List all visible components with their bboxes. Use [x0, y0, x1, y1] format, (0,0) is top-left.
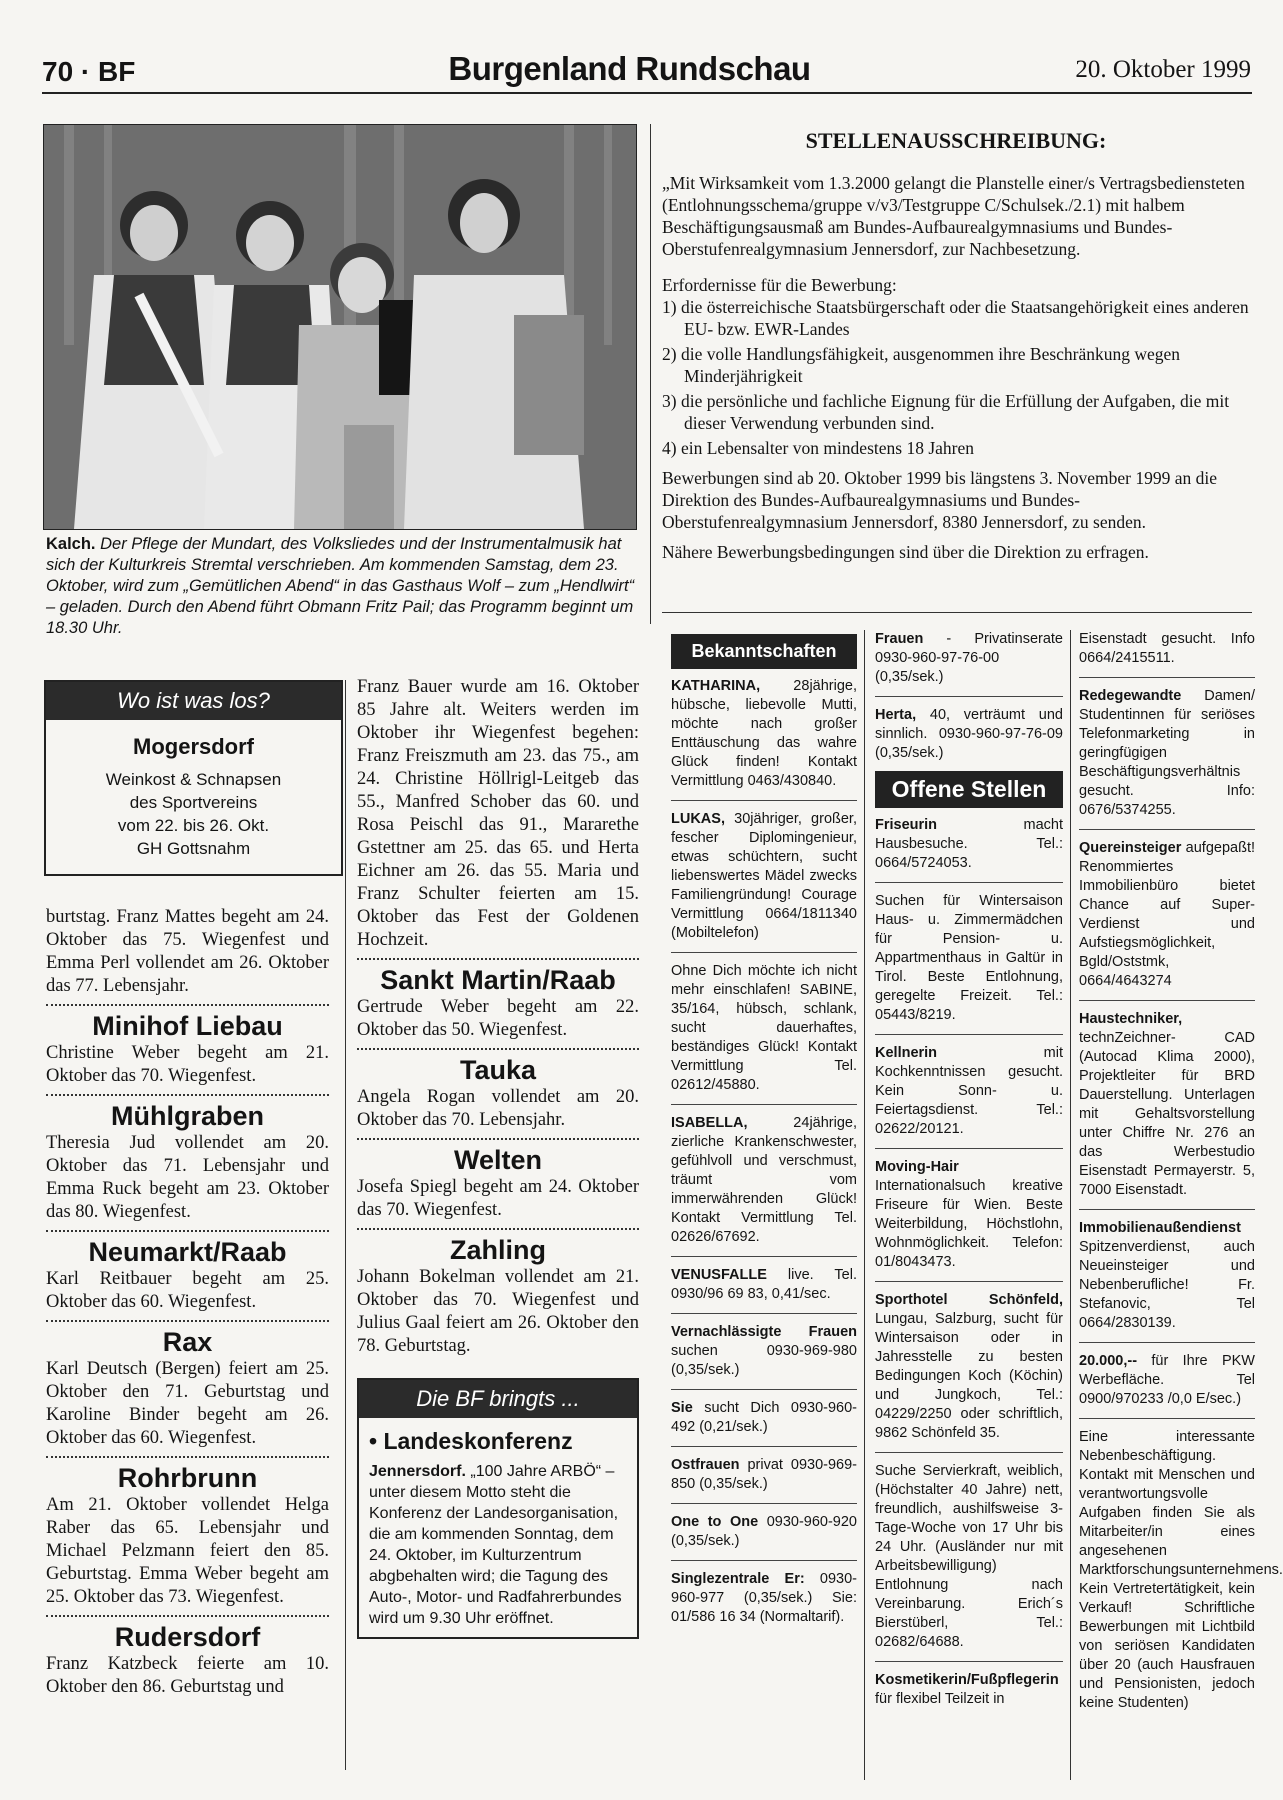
dotted-separator — [46, 1615, 329, 1617]
dotted-separator — [46, 1230, 329, 1232]
place-text: Angela Rogan vollendet am 20. Oktober das 70. Lebensjahr. — [357, 1087, 639, 1130]
classified-ad: Frauen - Privatinserate 0930-960-97-76-00 (0,35/sek.) — [875, 631, 1063, 685]
classified-ad: Singlezentrale Er: 0930-960-977 (0,35/sek.) Sie: 01/586 16 34 (Normaltarif). — [671, 1571, 857, 1625]
page-number: 70 · BF — [42, 56, 136, 87]
classified-ad: Haustechniker, technZeichner- CAD (Autocad Klima 2000), Projektleiter für BRD Dauerstellung. Unterlagen mit Gehaltsvorstellung unter Chiffre Nr. 276 an das Werbestudio Eisenstadt Permayerstr. 5, 7000 Eisenstadt. — [1079, 1011, 1255, 1198]
classified-ad: Eine interessante Nebenbeschäftigung. Kontakt mit Menschen und verantwortungsvolle Aufgaben finden Sie als Mitarbeiter/in eines angesehenen Marktforschungsunternehmens. Kein Vertretertätigkeit, kein Verkauf! Schriftliche Bewerbungen mit Lichtbild von seriösen Kandidaten über 20 (auch Hausfrauen und Pensionisten, jedoch keine Studenten) — [1079, 1429, 1283, 1711]
classified-ad: Immobilienaußendienst Spitzenverdienst, auch Neueinsteiger und Nebenberufliche! Fr. Stefanovic, Tel 0664/2830139. — [1079, 1220, 1255, 1331]
column-rule — [864, 630, 865, 1780]
classified-ad: LUKAS, 30jähriger, großer, fescher Diplomingenieur, etwas schüchtern, sucht liebenswertes Mädel zwecks Familiengründung! Courage Vermittlung 0664/1811340 (Mobiltelefon) — [671, 811, 857, 941]
classified-ad: KATHARINA, 28jährige, hübsche, liebevolle Mutti, möchte nach großer Enttäuschung das wahre Glück finden! Kontakt Vermittlung 0463/430840. — [671, 678, 857, 789]
events-box-title: Wo ist was los? — [46, 682, 341, 720]
birthday-column-1 — [46, 906, 329, 1699]
events-line: vom 22. bis 26. Okt. — [117, 816, 270, 835]
events-box — [44, 680, 343, 876]
events-line: des Sportvereins — [129, 793, 258, 812]
stelle-req: 1) die österreichische Staatsbürgerschaft oder die Staatsangehörigkeit eines anderen EU- bzw. EWR-Landes — [662, 297, 1249, 339]
classified-ad: Quereinsteiger aufgepaßt! Renommiertes Immobilienbüro bietet Chance auf Super-Verdienst und Aufstiegsmöglichkeit, Bgld/Oststmk, 0664/4643274 — [1079, 840, 1255, 989]
stelle-title: STELLENAUSSCHREIBUNG: — [805, 128, 1107, 153]
classified-ad: Eisenstadt gesucht. Info 0664/2415511. — [1079, 631, 1255, 666]
classified-ad: Ostfrauen privat 0930-969-850 (0,35/sek.) — [671, 1457, 857, 1492]
caption-text: Der Pflege der Mundart, des Volksliedes und der Instrumentalmusik hat sich der Kulturkreis Stremtal verschrieben. Am kommenden Samstag, dem 23. Oktober, wird zum „Gemütlichen Abend“ in das Gasthaus Wolf – zum „Hendlwirt“ – geladen. Durch den Abend führt Obmann Fritz Pail; das Programm beginnt um 18.30 Uhr. — [46, 535, 635, 637]
dotted-separator — [46, 1094, 329, 1096]
stelle-req: 2) die volle Handlungsfähigkeit, ausgenommen ihre Beschränkung wegen Minderjährigkeit — [662, 344, 1181, 386]
section-rule — [662, 612, 1252, 613]
place-heading: Welten — [453, 1145, 542, 1175]
place-text: Karl Reitbauer begeht am 25. Oktober das 60. Wiegenfest. — [46, 1269, 329, 1312]
dotted-separator — [357, 1228, 639, 1230]
classified-ad: Ohne Dich möchte ich nicht mehr einschlafen! SABINE, 35/164, hübsch, schlank, sucht dauerhaftes, beständiges Glück! Kontakt Vermittlung Tel. 02612/45880. — [671, 963, 857, 1093]
classified-ad: Sporthotel Schönfeld, Lungau, Salzburg, sucht für Wintersaison oder in Jahresstelle zu besten Bedingungen Koch (Köchin) und Jungkoch, Tel.: 04229/2250 oder schriftlich, 9862 Schönfeld 35. — [875, 1292, 1063, 1441]
offene-stellen-heading: Offene Stellen — [875, 771, 1063, 808]
stelle-more-info: Nähere Bewerbungsbedingungen sind über die Direktion zu erfragen. — [662, 542, 1149, 562]
job-advert-stelle — [662, 124, 1250, 563]
place-text: Franz Katzbeck feierte am 10. Oktober den 86. Geburtstag und — [46, 1654, 329, 1697]
bf-box — [357, 1378, 639, 1639]
place-text: Christine Weber begeht am 21. Oktober das 70. Wiegenfest. — [46, 1043, 329, 1086]
place-heading: Rohrbrunn — [117, 1463, 258, 1493]
place-text: Theresia Jud vollendet am 20. Oktober das 71. Lebensjahr und Emma Ruck begeht am 23. Oktober das 80. Wiegenfest. — [46, 1133, 329, 1222]
bf-text: „100 Jahre ARBÖ“ – unter diesem Motto steht die Konferenz der Landesorganisation, die am kommenden Sonntag, dem 24. Oktober, im Kulturzentrum abgbehalten wird; die Tagung des Auto-, Motor- und Radfahrerbundes wird um 9.30 Uhr eröffnet. — [369, 1463, 622, 1627]
place-text: Karl Deutsch (Bergen) feiert am 25. Oktober den 71. Geburtstag und Karoline Binder begeht am 26. Oktober das 60. Wiegenfest. — [46, 1359, 329, 1448]
classified-ad: Friseurin macht Hausbesuche. Tel.: 0664/5724053. — [875, 817, 1063, 871]
photo-caption — [46, 534, 638, 639]
classified-ad: Vernachlässigte Frauen suchen 0930-969-980 (0,35/sek.) — [671, 1324, 857, 1378]
classified-ad: Suchen für Wintersaison Haus- u. Zimmermädchen für Pension- u. Appartmenthaus in Galtür in Tirol. Beste Entlohnung, geregelte Freizeit. Tel.: 05443/8219. — [875, 893, 1063, 1023]
place-heading: Minihof Liebau — [92, 1011, 283, 1041]
classified-ad: Kellnerin mit Kochkenntnissen gesucht. Kein Sonn- u. Feiertagsdienst. Tel.: 02622/20121. — [875, 1045, 1063, 1137]
place-text: Gertrude Weber begeht am 22. Oktober das 50. Wiegenfest. — [357, 997, 639, 1040]
place-heading: Neumarkt/Raab — [88, 1237, 287, 1267]
classified-ad: Kosmetikerin/Fußpflegerin für flexibel Teilzeit in — [875, 1672, 1059, 1707]
dotted-separator — [46, 1320, 329, 1322]
place-text: Johann Bokelman vollendet am 21. Oktober das 70. Wiegenfest und Julius Gaal feiert am 26. Oktober den 78. Geburtstag. — [357, 1267, 639, 1356]
masthead-title: Burgenland Rundschau — [448, 50, 811, 87]
place-heading: Zahling — [450, 1235, 546, 1265]
col2-intro: Franz Bauer wurde am 16. Oktober 85 Jahre alt. Weiters werden im Oktober ihr Wiegenfest begehen: Franz Freiszmuth am 23. das 75., am 24. Christine Höllrigl-Leitgeb das 55., Manfred Schober das 60. und Rosa Peischl das 91., Mararethe Gstettner am 25. das 65. und Herta Eichner am 26. das 55. Maria und Franz Schulter feierten am 15. Oktober das Fest der Goldenen Hochzeit. — [357, 677, 639, 950]
issue-date: 20. Oktober 1999 — [1075, 56, 1251, 83]
events-place: Mogersdorf — [133, 734, 254, 759]
classifieds-column-b — [875, 630, 1063, 1709]
place-text: Am 21. Oktober vollendet Helga Raber das 65. Lebensjahr und Michael Pelzmann feiert den 85. Geburtstag. Emma Weber begeht am 25. Oktober das 73. Wiegenfest. — [46, 1495, 329, 1607]
stelle-req-title: Erfordernisse für die Bewerbung: — [662, 275, 897, 295]
column-rule — [650, 124, 651, 624]
classified-ad: Redegewandte Damen/ Studentinnen für seriöses Telefonmarketing in geringfügigen Beschäftigungsverhältnis gesucht. Info: 0676/5374255. — [1079, 688, 1255, 818]
stelle-intro: „Mit Wirksamkeit vom 1.3.2000 gelangt die Planstelle einer/s Vertragsbediensteten (Entlohnungsschema/gruppe v/v3/Testgruppe C/Schulsek./2.1) mit halbem Beschäftigungsausmaß am Bundes-Aufbaurealgymnasiums und Bundes-Oberstufenrealgymnasium Jennersdorf, zur Nachbesetzung. — [662, 173, 1245, 259]
events-line: GH Gottsnahm — [136, 839, 251, 858]
place-heading: Rax — [162, 1327, 213, 1357]
bf-lead: Jennersdorf. — [369, 1463, 466, 1480]
caption-lead: Kalch. — [46, 535, 96, 553]
classified-ad: 20.000,-- für Ihre PKW Werbefläche. Tel 0900/970233 /0,0 E/sec.) — [1079, 1353, 1255, 1407]
header-rule — [42, 92, 1252, 94]
classified-ad: Suche Servierkraft, weiblich, (Höchstalter 40 Jahre) nett, freundlich, aushilfsweise 3-Tage-Woche von 17 Uhr bis 24 Uhr. (Ausländer nur mit Arbeitsbewilligung) Entlohnung nach Vereinbarung. Erich´s Bierstüberl, Tel.: 02682/64688. — [875, 1463, 1063, 1650]
col1-intro: burtstag. Franz Mattes begeht am 24. Oktober das 75. Wiegenfest und Emma Perl vollendet am 26. Oktober das 77. Lebensjahr. — [46, 907, 329, 996]
dotted-separator — [46, 1456, 329, 1458]
classified-ad: ISABELLA, 24jährige, zierliche Krankenschwester, gefühlvoll und verschmust, träumt vom immerwährenden Glück! Kontakt Vermittlung Tel. 02626/67692. — [671, 1115, 857, 1245]
events-line: Weinkost & Schnapsen — [105, 770, 282, 789]
column-rule — [345, 680, 346, 1770]
bekanntschaften-heading: Bekanntschaften — [671, 634, 857, 669]
stelle-deadline: Bewerbungen sind ab 20. Oktober 1999 bis längstens 3. November 1999 an die Direktion des Bundes-Aufbaurealgymnasiums und Bundes-Oberstufenrealgymnasium Jennersdorf, 8380 Jennersdorf, zu senden. — [662, 468, 1218, 532]
stelle-req: 3) die persönliche und fachliche Eignung für die Erfüllung der Aufgaben, die mit dieser Verwendung verbunden sind. — [662, 391, 1230, 433]
bf-headline: • Landeskonferenz — [369, 1428, 573, 1454]
classified-ad: VENUSFALLE live. Tel. 0930/96 69 83, 0,41/sec. — [671, 1267, 857, 1302]
classifieds-column-c — [1079, 630, 1283, 1780]
classified-ad: One to One 0930-960-920 (0,35/sek.) — [671, 1514, 857, 1549]
bf-box-title: Die BF bringts ... — [359, 1380, 637, 1418]
place-heading: Rudersdorf — [114, 1622, 261, 1652]
place-heading: Mühlgraben — [111, 1101, 264, 1131]
dotted-separator — [357, 1048, 639, 1050]
place-heading: Sankt Martin/Raab — [380, 965, 616, 995]
stelle-req: 4) ein Lebensalter von mindestens 18 Jahren — [662, 438, 974, 458]
dotted-separator — [46, 1004, 329, 1006]
column-rule — [1070, 630, 1071, 1780]
dotted-separator — [357, 958, 639, 960]
classified-ad: Moving-Hair Internationalsuch kreative Friseure für Wien. Beste Weiterbildung, Höchstlohn, Wohnmöglichkeit. Telefon: 01/8043473. — [875, 1159, 1063, 1270]
dotted-separator — [357, 1138, 639, 1140]
place-heading: Tauka — [459, 1055, 537, 1085]
place-text: Josefa Spiegl begeht am 24. Oktober das 70. Wiegenfest. — [357, 1177, 639, 1220]
classified-ad: Sie sucht Dich 0930-960-492 (0,21/sek.) — [671, 1400, 857, 1435]
birthday-column-2 — [357, 676, 639, 1639]
classifieds-column-a — [671, 634, 857, 1627]
classified-ad: Herta, 40, verträumt und sinnlich. 0930-960-97-76-09 (0,35/sek.) — [875, 707, 1063, 761]
photo-illustration — [44, 125, 636, 529]
photo-musicians — [43, 124, 637, 530]
